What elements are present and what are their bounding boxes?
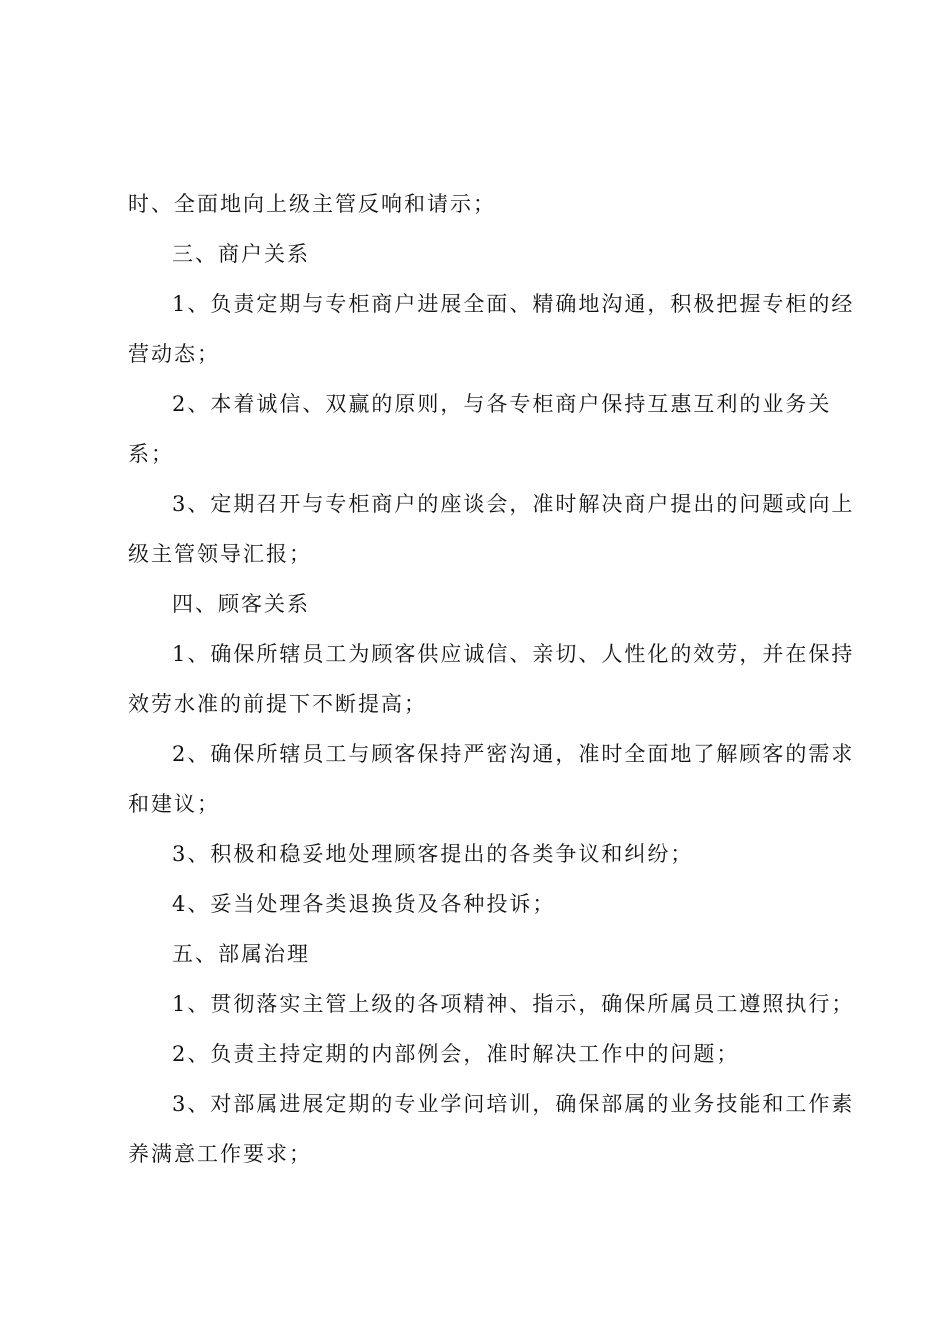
paragraph-line-continuation: 营动态； [128, 342, 220, 366]
paragraph-line-continuation: 养满意工作要求； [128, 1142, 312, 1166]
paragraph-line: 2、确保所辖员工与顾客保持严密沟通，准时全面地了解顾客的需求 [172, 742, 855, 766]
paragraph-line-continuation: 系； [128, 442, 174, 466]
paragraph-line-continuation: 效劳水准的前提下不断提高； [128, 692, 427, 716]
paragraph-line-continuation: 级主管领导汇报； [128, 542, 312, 566]
paragraph-line: 3、对部属进展定期的专业学问培训，确保部属的业务技能和工作素 [172, 1092, 855, 1116]
paragraph-line: 2、本着诚信、双赢的原则，与各专柜商户保持互惠互利的业务关 [172, 392, 832, 416]
paragraph-line: 1、贯彻落实主管上级的各项精神、指示，确保所属员工遵照执行； [172, 992, 855, 1016]
paragraph-line-continuation: 和建议； [128, 792, 220, 816]
section-heading-customer-relations: 四、顾客关系 [172, 592, 310, 616]
paragraph-line: 1、确保所辖员工为顾客供应诚信、亲切、人性化的效劳，并在保持 [172, 642, 855, 666]
paragraph-line: 4、妥当处理各类退换货及各种投诉； [172, 892, 556, 916]
paragraph-line: 2、负责主持定期的内部例会，准时解决工作中的问题； [172, 1042, 740, 1066]
section-heading-subordinate-management: 五、部属治理 [172, 942, 310, 966]
paragraph-line: 3、定期召开与专柜商户的座谈会，准时解决商户提出的问题或向上 [172, 492, 855, 516]
paragraph-line: 1、负责定期与专柜商户进展全面、精确地沟通，积极把握专柜的经 [172, 292, 855, 316]
section-heading-merchant-relations: 三、商户关系 [172, 242, 310, 266]
paragraph-line: 3、积极和稳妥地处理顾客提出的各类争议和纠纷； [172, 842, 694, 866]
paragraph-line-continuation: 时、全面地向上级主管反响和请示； [128, 192, 496, 216]
